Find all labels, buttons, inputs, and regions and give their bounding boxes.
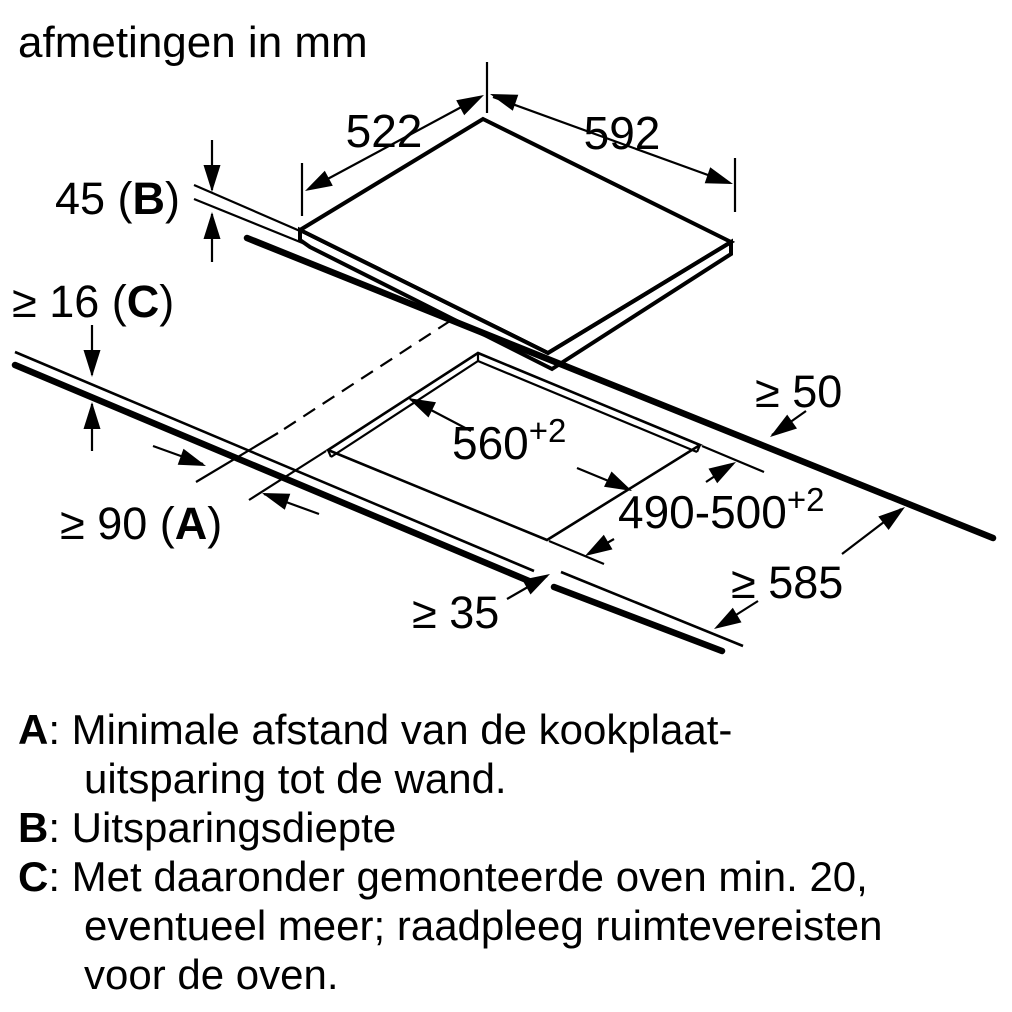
legend-line-b: B: Uitsparingsdiepte [18, 804, 397, 851]
legend [18, 706, 882, 998]
dim-label-45-b: 45 (B) [55, 173, 181, 224]
legend-line-c3: voor de oven. [84, 951, 339, 998]
legend-line-a1: A: Minimale afstand van de kookplaat- [18, 706, 733, 753]
dim-label-16-c: ≥ 16 (C) [12, 276, 175, 327]
dimension-b [194, 140, 310, 262]
dim-label-522: 522 [345, 105, 423, 157]
dim-label-560: $560^{+2}$ [452, 412, 567, 469]
legend-line-c1: C: Met daaronder gemonteerde oven min. 20, [18, 853, 868, 900]
dim-label-50: ≥ 50 [755, 366, 843, 417]
legend-line-a2: uitsparing tot de wand. [84, 755, 507, 802]
dim-label-592: 592 [583, 107, 661, 159]
legend-line-c2: eventueel meer; raadpleeg ruimtevereisten [84, 902, 883, 949]
dim-label-35: ≥ 35 [412, 587, 500, 638]
dim-label-585: ≥ 585 [731, 557, 844, 608]
dim-label-90-a: ≥ 90 (A) [60, 498, 223, 549]
dim-label-490-500: $490-500^{+2}$ [618, 481, 825, 538]
page-title: afmetingen in mm [18, 18, 368, 67]
